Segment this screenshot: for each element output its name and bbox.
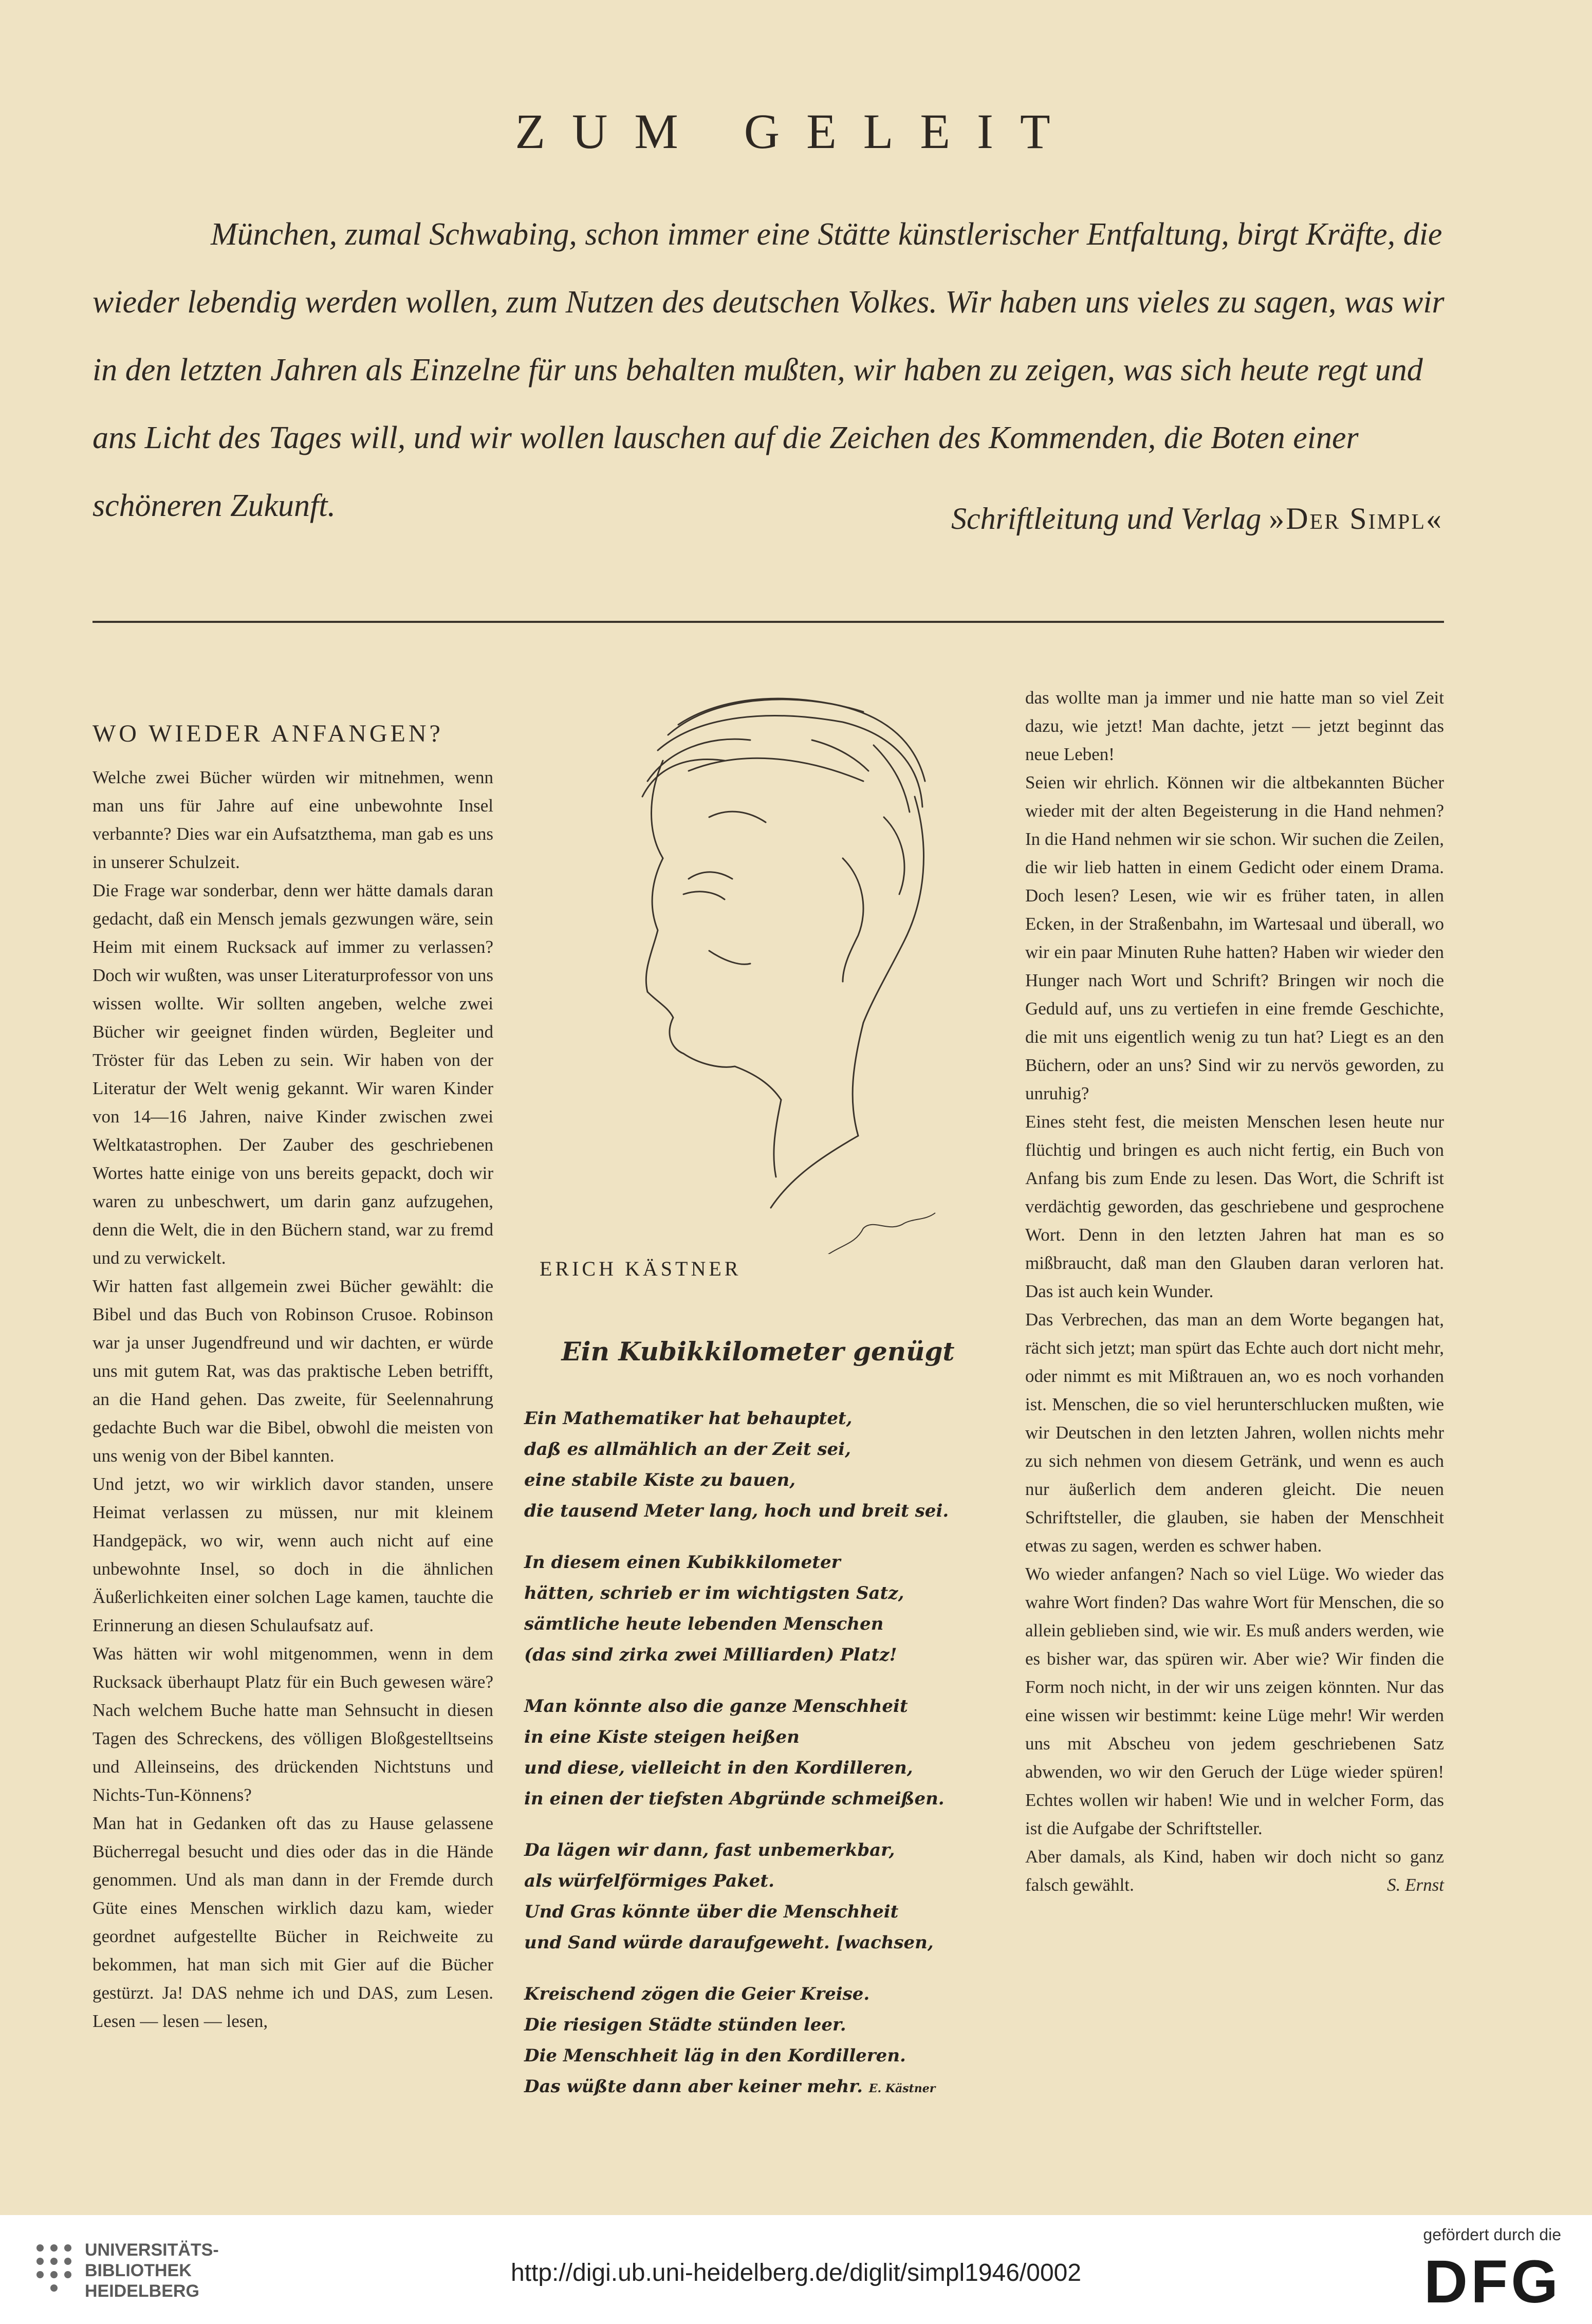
poem-author: E. Kästner xyxy=(868,2082,936,2095)
poem-line: hätten, schrieb er im wichtigsten Satz, xyxy=(524,1583,904,1603)
poem-line: in einen der tiefsten Abgründe schmeißen. xyxy=(524,1788,945,1809)
right-article-column xyxy=(1025,684,1444,1899)
dfg-logo: DFG xyxy=(1423,2248,1561,2316)
right-paragraph: Wo wieder anfangen? Nach so viel Lüge. Wo wieder das wahre Wort finden? Das wahre Wort für Menschen, die so allein geblieben sind, wie wir. Es muß anders werden, wie es bisher war, das spüren wir. Aber wie? Wir finden die Form noch nicht, in der wir uns zeigen könnten. Nur das eine wissen wir bestimmt: keine Lüge mehr! Wir werden uns mit Abscheu von jedem geschriebenen Satz abwenden, wo wir den Geruch der Lüge wieder spüren! Echtes wollen wir haben! Wie und in welcher Form, das ist die Aufgabe der Schriftsteller. xyxy=(1025,1564,1444,1838)
funding-text: gefördert durch die xyxy=(1423,2225,1561,2244)
poem-line: Die Menschheit läg in den Kordilleren. xyxy=(524,2045,906,2066)
poem-stanza xyxy=(524,1547,1012,1670)
poem-line: Ein Mathematiker hat behauptet, xyxy=(524,1408,853,1429)
left-article-column xyxy=(92,720,493,2035)
poem-stanza xyxy=(524,1835,1012,1958)
library-line: HEIDELBERG xyxy=(85,2281,199,2301)
poem-title: Ein Kubikkilometer genügt xyxy=(561,1336,955,1367)
portrait-caption: ERICH KÄSTNER xyxy=(540,1257,742,1280)
poem-stanza xyxy=(524,1691,1012,1814)
left-article-title: WO WIEDER ANFANGEN? xyxy=(92,720,443,747)
intro-block xyxy=(92,200,1454,540)
poem-line: sämtliche heute lebenden Menschen xyxy=(524,1614,884,1634)
poem-line: Da lägen wir dann, fast unbemerkbar, xyxy=(524,1840,895,1860)
poem-line: Und Gras könnte über die Menschheit xyxy=(524,1902,899,1922)
library-line: UNIVERSITÄTS- xyxy=(85,2240,219,2260)
poem-line: die tausend Meter lang, hoch und breit sei. xyxy=(524,1501,949,1521)
left-paragraph: Man hat in Gedanken oft das zu Hause gelassene Bücherregal besucht und dies oder das in die Hände genommen. Und als man dann in der Fremde durch Güte eines Menschen wirklich dazu kam, wieder geordnet aufgestellte Bücher in Reichweite zu bekommen, hat man sich mit Gier auf die Bücher gestürzt. Ja! DAS nehme ich und DAS, zum Lesen. Lesen — lesen — lesen, xyxy=(92,1813,493,2031)
poem-line: und diese, vielleicht in den Kordilleren, xyxy=(524,1758,913,1778)
poem-line: (das sind zirka zwei Milliarden) Platz! xyxy=(524,1645,897,1665)
poem-stanza xyxy=(524,1979,1012,2104)
left-paragraph: Was hätten wir wohl mitgenommen, wenn in dem Rucksack überhaupt Platz für ein Buch gewesen wäre? Nach welchem Buche hatte man Sehnsucht in diesen Tagen des Schreckens, des völligen Bloßgestelltseins und Alleinseins, des drückenden Nichtstuns und Nichts-Tun-Könnens? xyxy=(92,1644,493,1805)
poem-line: eine stabile Kiste zu bauen, xyxy=(524,1470,796,1490)
left-paragraph: Wir hatten fast allgemein zwei Bücher gewählt: die Bibel und das Buch von Robinson Crusoe. Robinson war ja unser Jugendfreund und wir dachten, er würde uns mit gutem Rat, was das praktische Leben betrifft, an die Hand gehen. Das zweite, für Seelennahrung gedachte Buch war die Bibel, obwohl die meisten von uns wenig von der Bibel kannten. xyxy=(92,1276,493,1466)
horizontal-rule xyxy=(92,621,1444,623)
right-paragraph: Aber damals, als Kind, haben wir doch nicht so ganz falsch gewählt. xyxy=(1025,1847,1444,1895)
right-article-signature: S. Ernst xyxy=(1387,1875,1444,1895)
page-heading: ZUM GELEIT xyxy=(515,104,1077,159)
left-paragraph: Welche zwei Bücher würden wir mitnehmen, wenn man uns für Jahre auf eine unbewohnte Insel verbannte? Dies war ein Aufsatzthema, man gab es uns in unserer Schulzeit. xyxy=(92,767,493,872)
source-url-link[interactable]: http://digi.ub.uni-heidelberg.de/diglit/simpl1946/0002 xyxy=(510,2259,1082,2286)
poem-line: in eine Kiste steigen heißen xyxy=(524,1727,800,1747)
intro-signature-name: »Der Simpl« xyxy=(1269,502,1443,536)
footer-bar xyxy=(0,2215,1592,2324)
poem-line: Die riesigen Städte stünden leer. xyxy=(524,2015,846,2035)
left-paragraph: Und jetzt, wo wir wirklich davor standen, unsere Heimat verlassen zu müssen, nur mit kleinem Handgepäck, wo wir, wenn auch nicht auf eine unbewohnte Insel, so doch in die ähnlichen Äußerlichkeiten einer solchen Lage kamen, tauchte die Erinnerung an diesen Schulaufsatz auf. xyxy=(92,1474,493,1635)
right-paragraph: das wollte man ja immer und nie hatte man so viel Zeit dazu, wie jetzt! Man dachte, jetzt — jetzt beginnt das neue Leben! xyxy=(1025,688,1444,764)
poem-line xyxy=(524,2071,1012,2104)
poem-line: daß es allmählich an der Zeit sei, xyxy=(524,1439,851,1460)
poem-line: und Sand würde daraufgeweht. [wachsen, xyxy=(524,1932,934,1953)
right-paragraph: Eines steht fest, die meisten Menschen lesen heute nur flüchtig und bringen es auch nicht fertig, ein Buch von Anfang bis zum Ende zu lesen. Das Wort, die Schrift ist verdächtig geworden, das geschriebene und gesprochene Wort. Denn in den letzten Jahren hat man es so mißbraucht, daß man den Glauben daran verloren hat. Das ist auch kein Wunder. xyxy=(1025,1112,1444,1301)
poem-last-line: Das wüßte dann aber keiner mehr. xyxy=(524,2076,863,2097)
intro-text: München, zumal Schwabing, schon immer eine Stätte künstlerischer Entfaltung, birgt Kräfte, die wieder lebendig werden wollen, zum Nutzen des deutschen Volkes. Wir haben uns vieles zu sagen, was wir in den letzten Jahren als Einzelne für uns behalten mußten, wir haben zu zeigen, was sich heute regt und ans Licht des Tages will, und wir wollen lauschen auf die Zeichen des Kommenden, die Boten einer schöneren Zukunft. xyxy=(92,217,1445,523)
poem-line: Man könnte also die ganze Menschheit xyxy=(524,1696,908,1717)
left-paragraph: Die Frage war sonderbar, denn wer hätte damals daran gedacht, daß ein Mensch jemals gezwungen wäre, sein Heim mit einem Rucksack auf immer zu verlassen? Doch wir wußten, was unser Literaturprofessor von uns wissen wollte. Wir sollten angeben, welche zwei Bücher wir geeignet finden würden, Begleiter und Tröster für das Leben zu sein. Wir haben von der Literatur der Welt wenig gekannt. Wir waren Kinder von 14—16 Jahren, naive Kinder zwischen zwei Weltkatastrophen. Der Zauber des geschriebenen Wortes hatte einige von uns bereits gepackt, doch wir waren zu unbeschwert, um darin ganz aufzugehen, denn die Welt, die in den Büchern stand, war zu fremd und zu verwickelt. xyxy=(92,880,493,1268)
right-paragraph: Das Verbrechen, das man an dem Worte begangen hat, rächt sich jetzt; man spürt das Echte auch dort nicht mehr, oder nimmt es mit Mißtrauen an, wo es noch vorhanden ist. Menschen, die so viel herunterschlucken mußten, wie wir Deutschen in den letzten Jahren, wollen nichts mehr zu sich nehmen von diesem Getränk, und wenn es auch nur äußerlich dem anderen gleicht. Die neuen Schriftsteller, die glauben, sie haben der Menschheit etwas zu sagen, werden es schwer haben. xyxy=(1025,1309,1444,1556)
intro-signature-prefix: Schriftleitung und Verlag xyxy=(951,502,1262,536)
poem-line: Kreischend zögen die Geier Kreise. xyxy=(524,1984,870,2004)
library-line: BIBLIOTHEK xyxy=(85,2261,192,2280)
poem-stanza xyxy=(524,1403,1012,1526)
poem-line: als würfelförmiges Paket. xyxy=(524,1871,774,1891)
right-paragraph: Seien wir ehrlich. Können wir die altbekannten Bücher wieder mit der alten Begeisterung in die Hand nehmen? In die Hand nehmen wir sie schon. Wir suchen die Zeilen, die wir lieb hatten in einem Gedicht oder einem Drama. Doch lesen? Lesen, wie wir es früher taten, in allen Ecken, in der Straßenbahn, im Wartesaal und überall, wo wir ein paar Minuten Ruhe hatten? Haben wir wieder den Hunger nach Wort und Schrift? Bringen wir noch die Geduld auf, uns zu vertiefen in eine fremde Geschichte, die mit uns eigentlich wenig zu tun hat? Liegt es an den Büchern, oder an uns? Sind wir zu nervös geworden, zu unruhig? xyxy=(1025,772,1444,1103)
poem-body xyxy=(524,1403,1012,2125)
portrait-sketch xyxy=(555,663,1007,1254)
intro-signature xyxy=(951,501,1443,537)
poem-line: In diesem einen Kubikkilometer xyxy=(524,1552,841,1573)
